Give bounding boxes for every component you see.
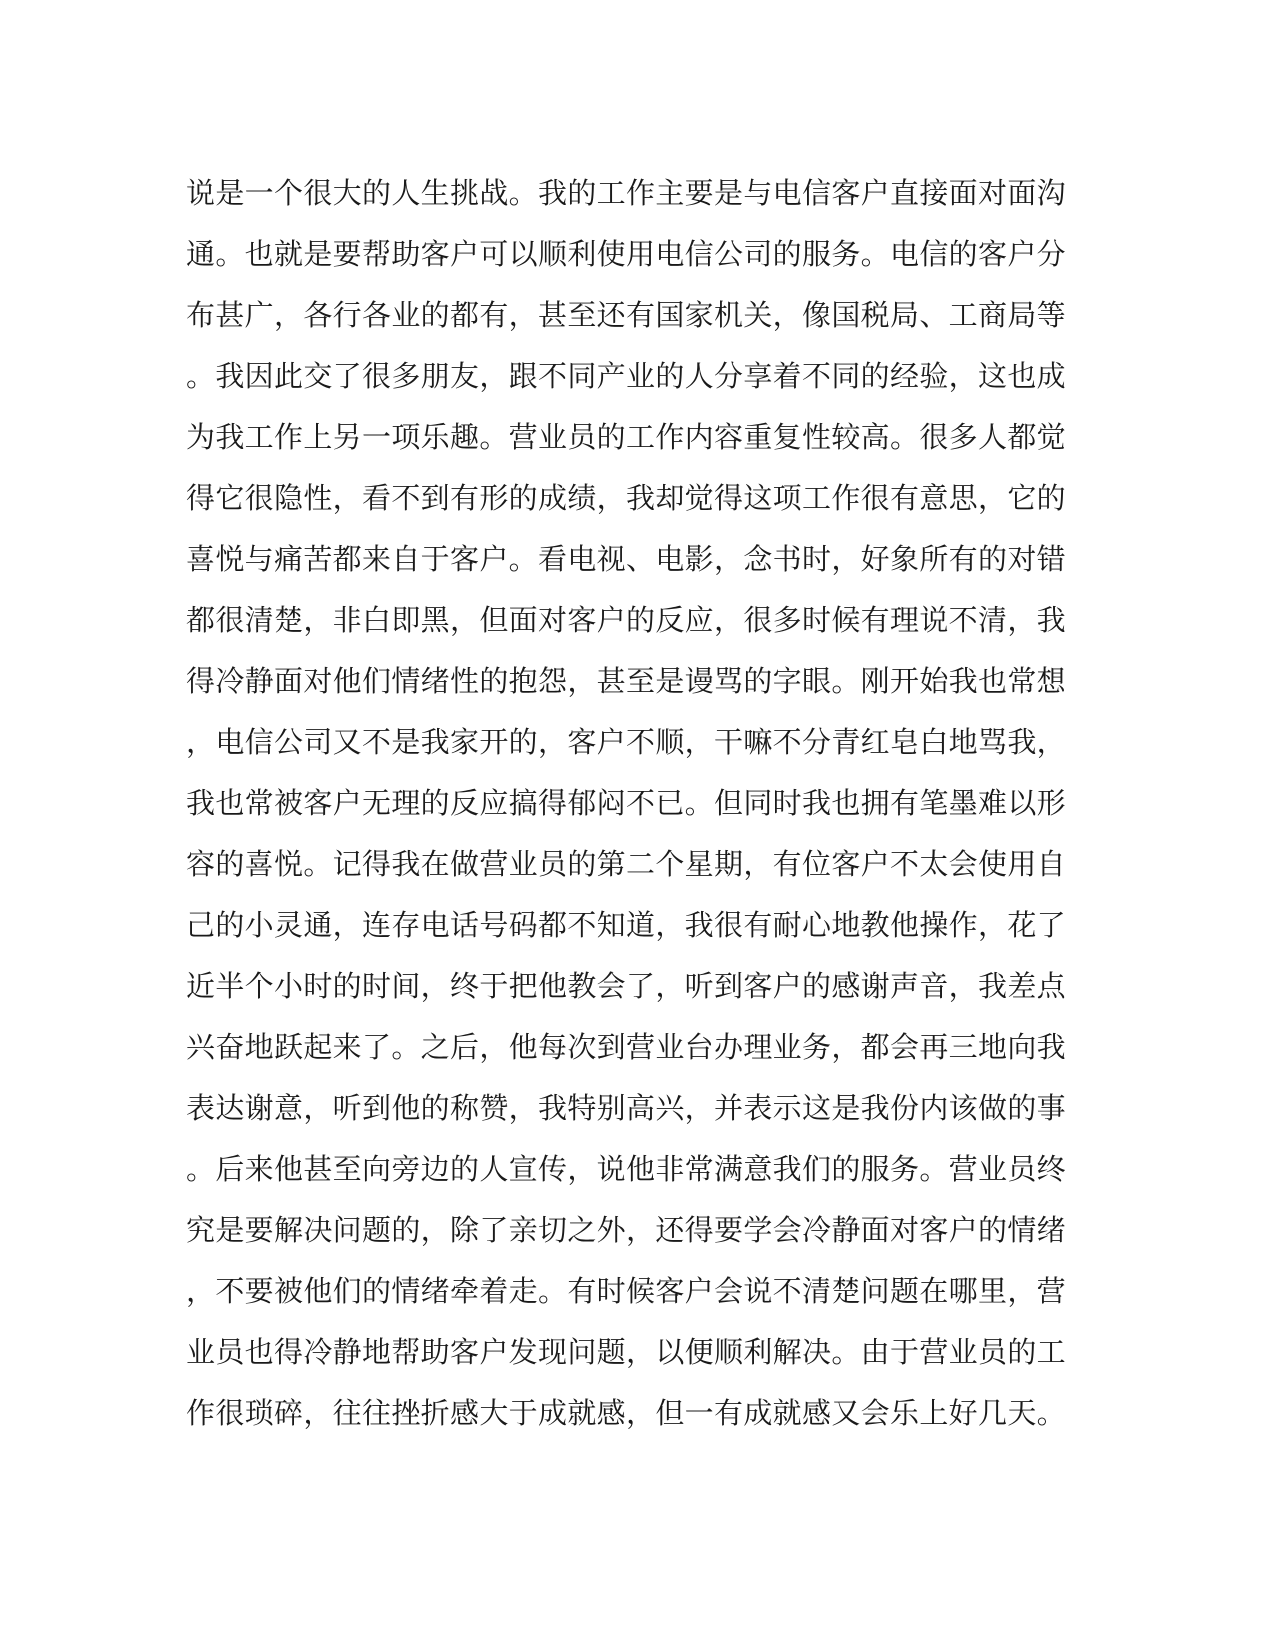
text-line: 布甚广，各行各业的都有，甚至还有国家机关，像国税局、工商局等	[186, 298, 1067, 332]
body-text	[186, 163, 1066, 1444]
text-line: 容的喜悦。记得我在做营业员的第二个星期，有位客户不太会使用自	[186, 847, 1067, 881]
text-line: 说是一个很大的人生挑战。我的工作主要是与电信客户直接面对面沟	[186, 176, 1067, 210]
text-line: 我也常被客户无理的反应搞得郁闷不已。但同时我也拥有笔墨难以形	[186, 786, 1067, 820]
text-line: 都很清楚，非白即黑，但面对客户的反应，很多时候有理说不清，我	[186, 603, 1067, 637]
text-line: 得冷静面对他们情绪性的抱怨，甚至是谩骂的字眼。刚开始我也常想	[186, 664, 1067, 698]
text-line: 得它很隐性，看不到有形的成绩，我却觉得这项工作很有意思，它的	[186, 481, 1067, 515]
text-line: 通。也就是要帮助客户可以顺利使用电信公司的服务。电信的客户分	[186, 237, 1067, 271]
text-line: 表达谢意，听到他的称赞，我特别高兴，并表示这是我份内该做的事	[186, 1091, 1067, 1125]
text-line: 。后来他甚至向旁边的人宣传，说他非常满意我们的服务。营业员终	[186, 1152, 1067, 1186]
text-line: 喜悦与痛苦都来自于客户。看电视、电影，念书时，好象所有的对错	[186, 542, 1067, 576]
text-line: ，电信公司又不是我家开的，客户不顺，干嘛不分青红皂白地骂我，	[186, 725, 1067, 759]
text-line: 兴奋地跃起来了。之后，他每次到营业台办理业务，都会再三地向我	[186, 1030, 1067, 1064]
text-line: 。我因此交了很多朋友，跟不同产业的人分享着不同的经验，这也成	[186, 359, 1067, 393]
text-line: 己的小灵通，连存电话号码都不知道，我很有耐心地教他操作，花了	[186, 908, 1067, 942]
text-line: ，不要被他们的情绪牵着走。有时候客户会说不清楚问题在哪里，营	[186, 1274, 1067, 1308]
text-line: 业员也得冷静地帮助客户发现问题，以便顺利解决。由于营业员的工	[186, 1335, 1067, 1369]
text-line: 作很琐碎，往往挫折感大于成就感，但一有成就感又会乐上好几天。	[186, 1396, 1067, 1430]
text-line: 近半个小时的时间，终于把他教会了，听到客户的感谢声音，我差点	[186, 969, 1067, 1003]
text-line: 究是要解决问题的，除了亲切之外，还得要学会冷静面对客户的情绪	[186, 1213, 1067, 1247]
text-line: 为我工作上另一项乐趣。营业员的工作内容重复性较高。很多人都觉	[186, 420, 1067, 454]
